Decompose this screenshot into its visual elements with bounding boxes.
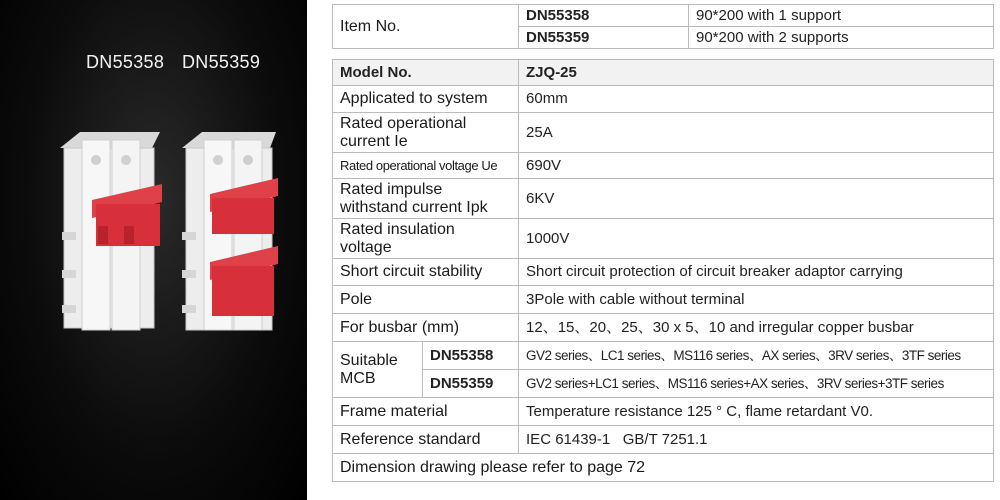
spec-value: 60mm bbox=[519, 86, 994, 113]
spec-value: ZJQ-25 bbox=[519, 60, 994, 86]
spec-label: Rated operational voltage Ue bbox=[333, 153, 519, 179]
busbar-adaptor-dn55358-image bbox=[60, 132, 162, 330]
spec-row-busbar bbox=[333, 314, 994, 342]
mcb-code: DN55359 bbox=[423, 370, 519, 398]
spec-table bbox=[332, 59, 994, 482]
item-desc: 90*200 with 2 supports bbox=[689, 27, 994, 49]
spec-value: 25A bbox=[519, 113, 994, 153]
spec-label: Rated insulation voltage bbox=[333, 219, 519, 259]
spec-value: 12、15、20、25、30 x 5、10 and irregular copper busbar bbox=[519, 314, 994, 342]
spec-row-drawing bbox=[333, 454, 994, 482]
spec-row-current bbox=[333, 113, 994, 153]
spec-label: Short circuit stability bbox=[333, 259, 519, 286]
spec-value: 6KV bbox=[519, 179, 994, 219]
product-code-label-2: DN55359 bbox=[182, 52, 261, 72]
product-image-panel bbox=[0, 0, 307, 500]
spec-row-voltage bbox=[333, 153, 994, 179]
item-number-table bbox=[332, 4, 994, 49]
spec-label: Reference standard bbox=[333, 426, 519, 454]
spec-label: Rated operational current Ie bbox=[333, 113, 519, 153]
item-code: DN55358 bbox=[519, 5, 689, 27]
item-code: DN55359 bbox=[519, 27, 689, 49]
spec-value: 1000V bbox=[519, 219, 994, 259]
spec-value: Short circuit protection of circuit breaker adaptor carrying bbox=[519, 259, 994, 286]
spec-label: Suitable MCB bbox=[333, 342, 423, 398]
spec-row-standard bbox=[333, 426, 994, 454]
spec-label: Frame material bbox=[333, 398, 519, 426]
spec-row-insulation bbox=[333, 219, 994, 259]
spec-row-model bbox=[333, 60, 994, 86]
spec-row-pole bbox=[333, 286, 994, 314]
busbar-adaptor-dn55359-image bbox=[182, 132, 278, 330]
spec-value: IEC 61439-1 GB/T 7251.1 bbox=[519, 426, 994, 454]
spec-value: 3Pole with cable without terminal bbox=[519, 286, 994, 314]
spec-row-mcb-2 bbox=[333, 370, 994, 398]
spec-label: Pole bbox=[333, 286, 519, 314]
spec-row-frame bbox=[333, 398, 994, 426]
spec-row-impulse bbox=[333, 179, 994, 219]
spec-label: Rated impulse withstand current Ipk bbox=[333, 179, 519, 219]
mcb-code: DN55358 bbox=[423, 342, 519, 370]
product-code-label-1: DN55358 bbox=[86, 52, 165, 72]
spec-label: For busbar (mm) bbox=[333, 314, 519, 342]
spec-label: Applicated to system bbox=[333, 86, 519, 113]
spec-value: Temperature resistance 125 ° C, flame retardant V0. bbox=[519, 398, 994, 426]
mcb-value: GV2 series、LC1 series、MS116 series、AX series、3RV series、3TF series bbox=[519, 342, 994, 370]
item-no-label: Item No. bbox=[333, 5, 519, 49]
item-desc: 90*200 with 1 support bbox=[689, 5, 994, 27]
busbar-adaptor-illustration bbox=[0, 0, 307, 500]
mcb-value: GV2 series+LC1 series、MS116 series+AX series、3RV series+3TF series bbox=[519, 370, 994, 398]
spec-row-system bbox=[333, 86, 994, 113]
spec-row-mcb bbox=[333, 342, 994, 370]
spec-row-short-circuit bbox=[333, 259, 994, 286]
spec-label: Model No. bbox=[333, 60, 519, 86]
spec-value: 690V bbox=[519, 153, 994, 179]
dimension-note: Dimension drawing please refer to page 72 bbox=[333, 454, 994, 482]
